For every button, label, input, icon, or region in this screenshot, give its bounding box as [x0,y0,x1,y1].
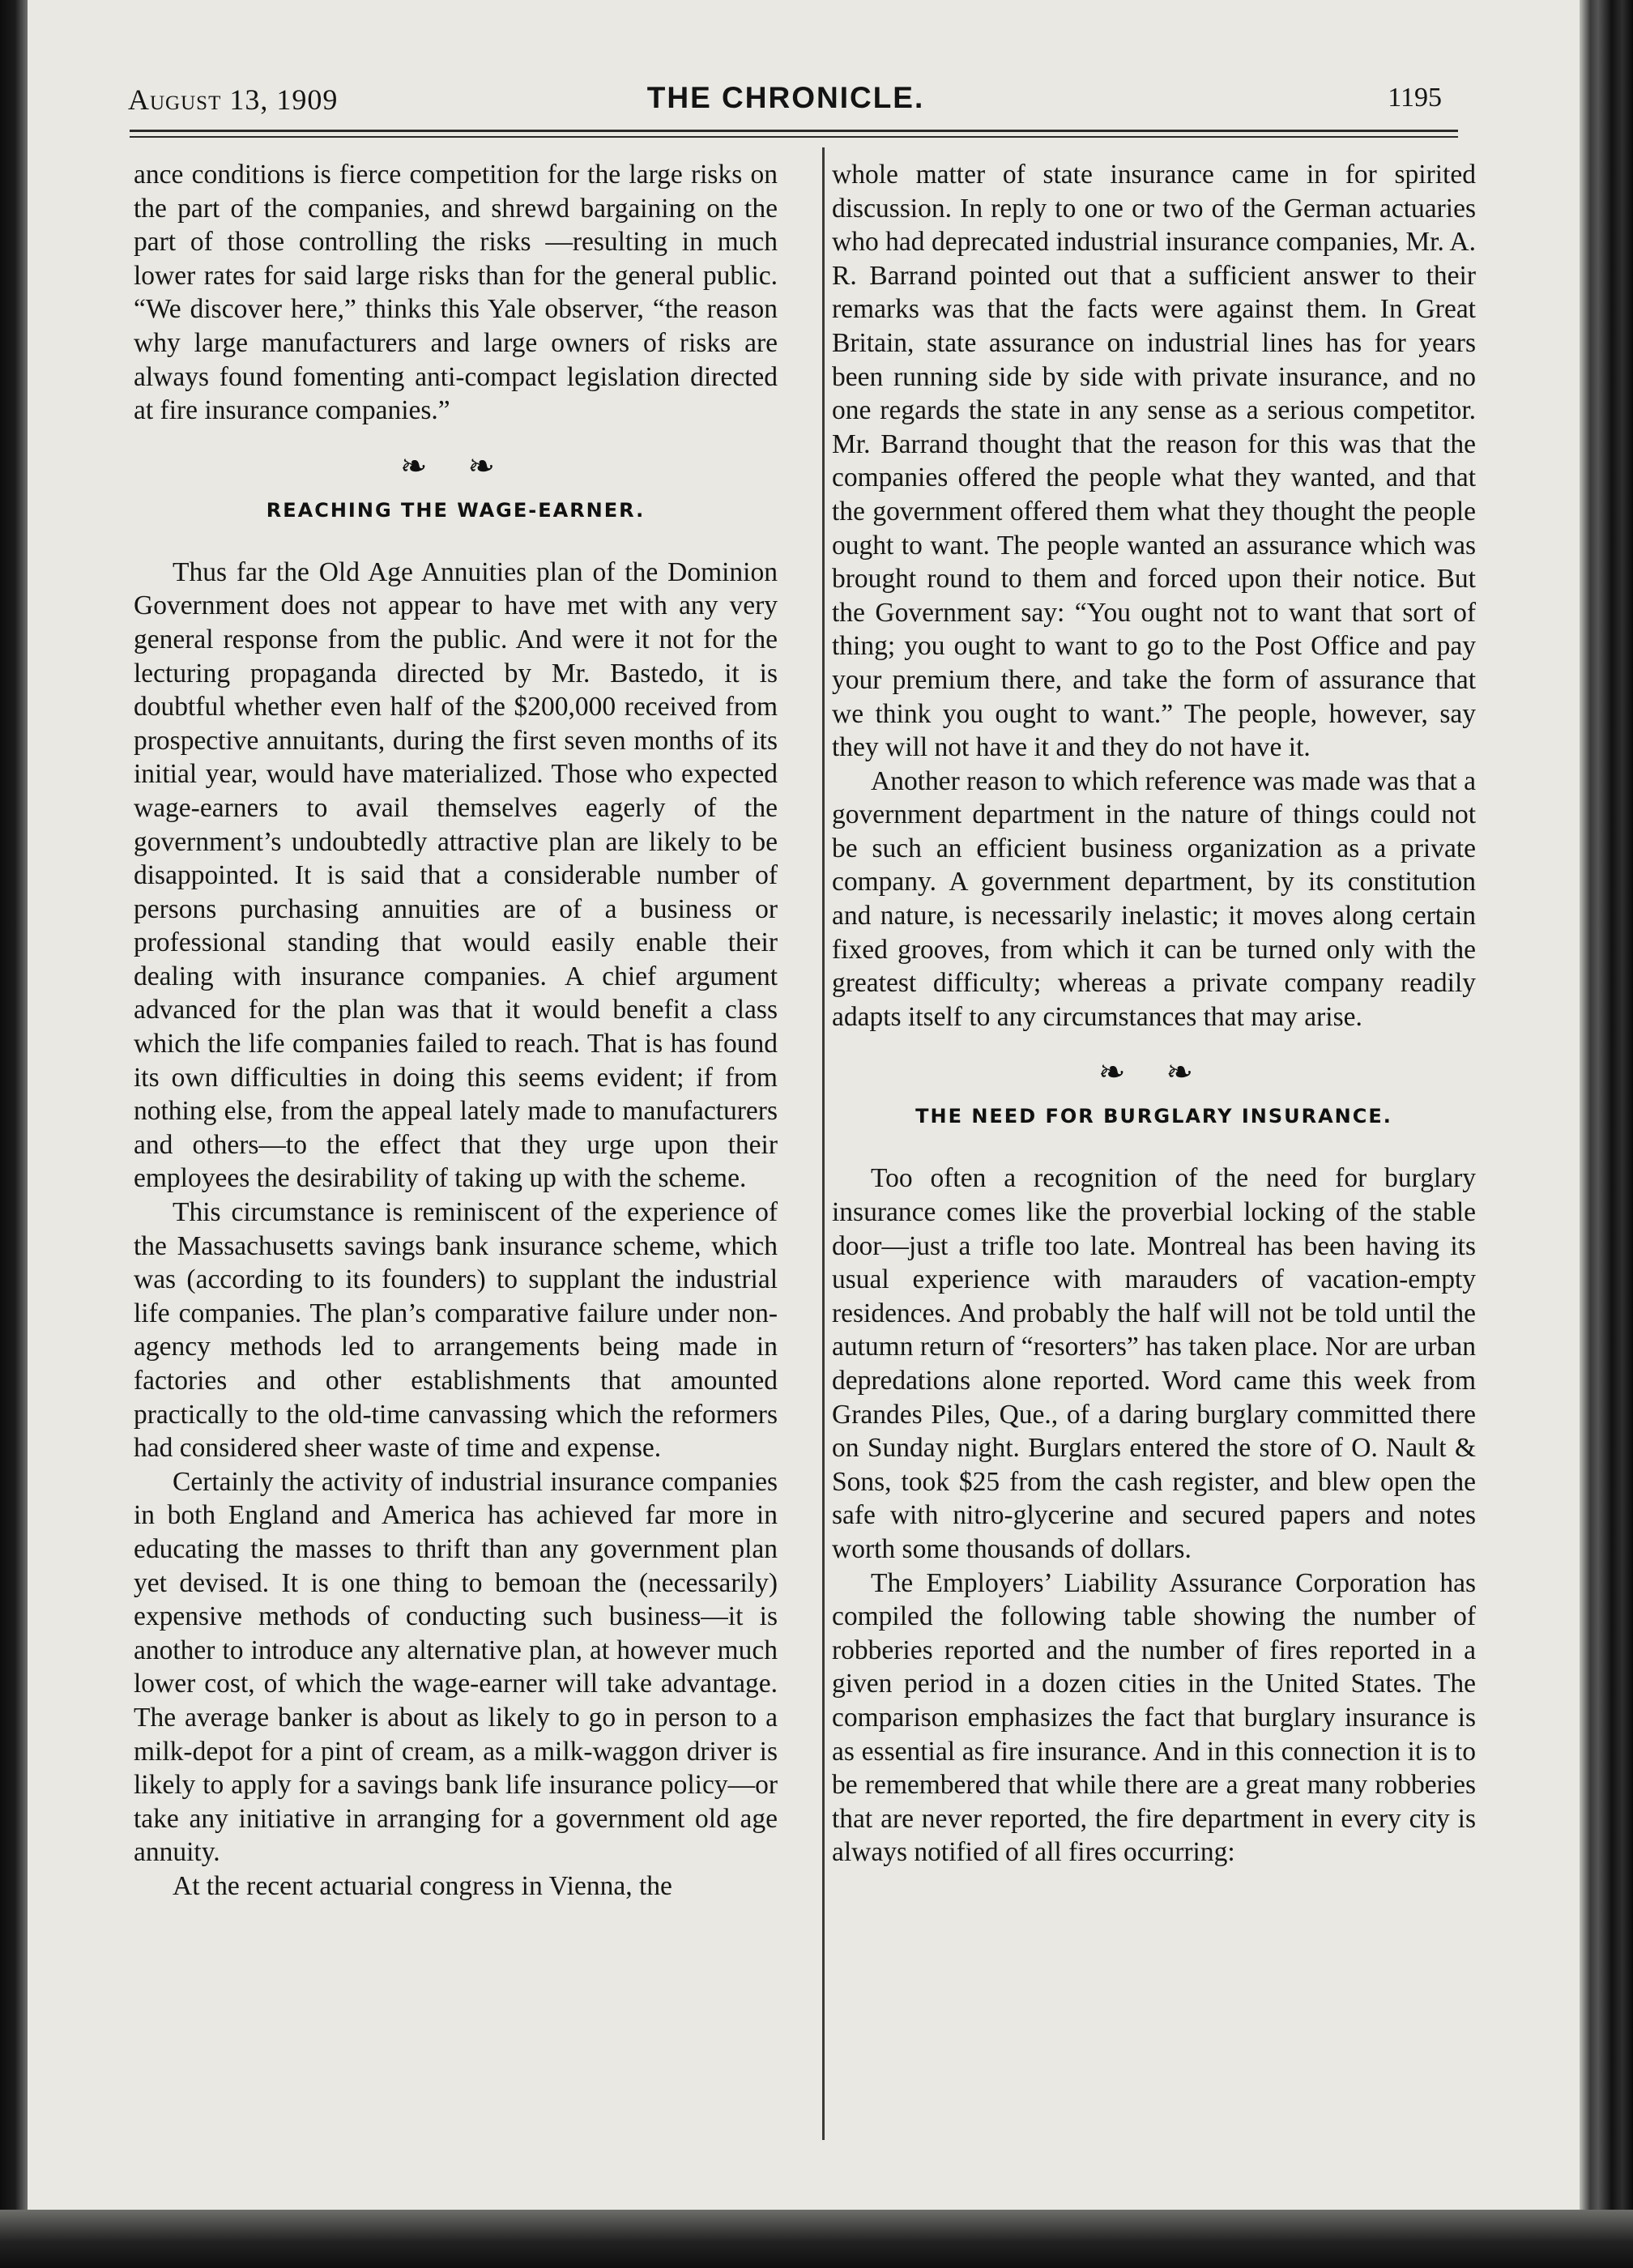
paragraph: This circumstance is reminiscent of the experience of the Massachusetts savings bank insurance scheme, which was (according to its founders) to supplant the industrial life companies. The plan’s comparative failure under non-agency methods led to arrangements being made in factories and other establishments that amounted practically to the old-time canvassing which the reformers had considered sheer waste of time and expense. [134,1197,778,1464]
issue-date: August 13, 1909 [128,83,339,116]
page-number: 1195 [1388,83,1442,113]
page-edge-bottom [0,2210,1633,2268]
header-rule-thin [130,136,1458,138]
running-head [122,78,1450,120]
paragraph: Thus far the Old Age Annuities plan of the Dominion Government does not appear to have met with any very general response from the public. And were it not for the lecturing propaganda directed by Mr. Bastedo, it is doubtful whether even half of the $200,000 received from prospective annuitants, during the first seven months of its initial year, would have materialized. Those who expected wage-earners to avail themselves eagerly of the government’s undoubtedly attractive plan are likely to be disappointed. It is said that a considerable number of persons purchasing annuities are of a business or professional standing that would easily enable their dealing with insurance companies. A chief argument advanced for the plan was that it would benefit a class which the life companies failed to reach. That is has found its own difficulties in doing this seems evident; if from nothing else, from the appeal lately made to manufacturers and others—to the effect that they urge upon their employees the desirability of taking up with the scheme. [134,556,778,1194]
paragraph: ance conditions is fierce competition for the large risks on the part of the companies, and shrewd bargaining on the part of those controlling the risks —resulting in much lower rates for said large risks than for the general public. “We discover here,” thinks this Yale observer, “the reason why large manufacturers and large owners of risks are always found fomenting anti-compact legislation directed at fire insurance companies.” [134,160,778,426]
section-heading: REACHING THE WAGE-EARNER. [266,498,646,522]
page-edge-right [1580,0,1633,2268]
column-left [134,158,778,1904]
header-rule-thick [130,130,1458,132]
publication-title: THE CHRONICLE. [646,81,925,114]
section-ornament: ❧ ❧ [1098,1054,1210,1091]
paragraph: Certainly the activity of industrial insurance companies in both England and America has achieved far more in educating the masses to thrift than any government plan yet devised. It is one thing to bemoan the (necessarily) expensive methods of conducting such business—it is another to introduce any alternative plan, at however much lower cost, of which the wage-earner will take advantage. The average banker is about as likely to go in person to a milk-depot for a pint of cream, as a milk-waggon driver is likely to apply for a savings bank life insurance policy—or take any initiative in arranging for a government old age annuity. [134,1466,778,1868]
column-divider [822,147,825,2140]
paragraph: Another reason to which reference was made was that a government department in the nature of things could not be such an efficient business organization as a private company. A government department, by its constitution and nature, is necessarily inelastic; it moves along certain fixed grooves, from which it can be turned only with the greatest difficulty; whereas a private company readily adapts itself to any circumstances that may arise. [832,765,1476,1032]
paragraph: At the recent actuarial congress in Vienna, the [173,1870,672,1901]
binding-shadow-left [0,0,28,2268]
paragraph: Too often a recognition of the need for burglary insurance comes like the proverbial locking of the stable door—just a trifle too late. Montreal has been having its usual experience with marauders of vacation-empty residences. And probably the half will not be told until the autumn return of “resorters” has taken place. Nor are urban depredations alone reported. Word came this week from Grandes Piles, Que., of a daring burglary committed there on Sunday night. Burglars entered the store of O. Nault & Sons, took $25 from the cash register, and blew open the safe with nitro-glycerine and secured papers and notes worth some thousands of dollars. [832,1163,1476,1564]
section-heading: THE NEED FOR BURGLARY INSURANCE. [915,1105,1392,1128]
column-right [832,158,1476,1869]
paragraph: The Employers’ Liability Assurance Corporation has compiled the following table showing the number of robberies reported and the number of fires reported in a given period in a dozen cities in the United States. The comparison emphasizes the fact that burglary insurance is as essential as fire insurance. And in this connection it is to be remembered that while there are a great many robberies that are never reported, the fire department in every city is always notified of all fires occurring: [832,1567,1476,1868]
section-ornament: ❧ ❧ [399,447,512,484]
paragraph: whole matter of state insurance came in for spirited discussion. In reply to one or two of the German actuaries who had deprecated industrial insurance companies, Mr. A. R. Barrand pointed out that a sufficient answer to their remarks was that the facts were against them. In Great Britain, state assurance on industrial lines has for years been running side by side with private insurance, and no one regards the state in any sense as a serious competitor. Mr. Barrand thought that the reason for this was that the companies offered the people what they wanted, and that the government offered them what they thought the people ought to want. The people wanted an assurance which was brought round to them and forced upon their notice. But the Government say: “You ought not to want that sort of thing; you ought to want to go to the Post Office and pay your premium there, and take the form of assurance that we think you ought to want.” The people, however, say they will not have it and they do not have it. [832,160,1476,763]
